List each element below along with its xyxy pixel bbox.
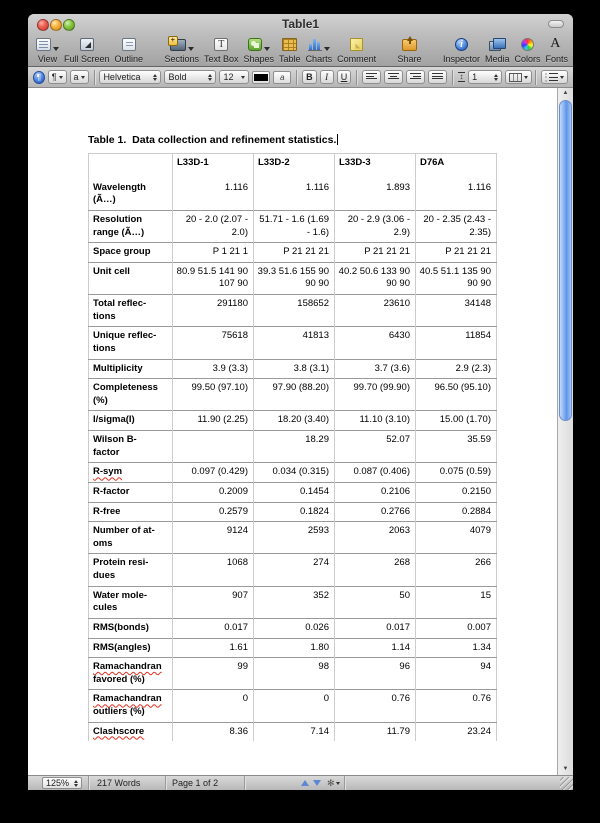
table-cell[interactable]: 1.893 xyxy=(335,179,416,211)
bold-button[interactable]: B xyxy=(302,70,317,84)
toolbar-button-view[interactable] xyxy=(36,36,59,64)
table-icon xyxy=(282,38,297,51)
chevron-down-icon xyxy=(241,76,245,79)
row-label-cell[interactable]: Unit cell xyxy=(89,262,173,294)
table-header xyxy=(89,154,497,179)
table-cell[interactable]: 0.1824 xyxy=(254,502,335,522)
row-label-cell[interactable]: R-free xyxy=(89,502,173,522)
window-chrome xyxy=(28,14,573,67)
table-cell[interactable] xyxy=(173,431,254,463)
table-cell[interactable]: 51.71 - 1.6 (1.69 - 1.6) xyxy=(254,210,335,242)
table-cell[interactable]: 11.90 (2.25) xyxy=(173,411,254,431)
row-label-cell[interactable]: Ramachandran favored (%) xyxy=(89,658,173,690)
table-cell[interactable]: P 21 21 21 xyxy=(335,243,416,263)
toolbar-button-full-screen[interactable] xyxy=(64,36,110,64)
table-cell[interactable]: 23610 xyxy=(335,295,416,327)
toolbar-label: Full Screen xyxy=(64,54,110,64)
table-cell[interactable]: 0.017 xyxy=(173,618,254,638)
table-cell[interactable]: 158652 xyxy=(254,295,335,327)
row-label-cell[interactable]: Water mole- cules xyxy=(89,586,173,618)
table-row xyxy=(89,638,497,658)
status-gear-menu[interactable] xyxy=(327,778,344,789)
table-cell[interactable]: 0.2884 xyxy=(416,502,497,522)
comment-icon xyxy=(350,38,363,51)
table-cell[interactable]: 99.70 (99.90) xyxy=(335,379,416,411)
table-cell[interactable]: 11854 xyxy=(416,327,497,359)
table-cell[interactable]: P 1 21 1 xyxy=(173,243,254,263)
table-cell[interactable]: 0.2106 xyxy=(335,482,416,502)
toolbar-label: View xyxy=(37,54,58,64)
align-left-icon xyxy=(366,73,377,81)
toolbar-label: Text Box xyxy=(204,54,239,64)
chevron-down-icon xyxy=(188,47,194,51)
align-right-button[interactable] xyxy=(406,70,425,84)
table-cell[interactable]: 7.14 xyxy=(254,722,335,741)
sections-icon xyxy=(170,39,186,51)
table-cell[interactable]: 99.50 (97.10) xyxy=(173,379,254,411)
toolbar-label: Inspector xyxy=(442,54,480,64)
toolbar-button-share[interactable] xyxy=(398,36,422,64)
table-cell[interactable]: 0.007 xyxy=(416,618,497,638)
table-cell[interactable]: 39.3 51.6 155 90 90 90 xyxy=(254,262,335,294)
stepper-icon xyxy=(208,74,212,81)
table-cell[interactable]: 15 xyxy=(416,586,497,618)
next-page-button[interactable] xyxy=(313,780,321,786)
page[interactable] xyxy=(28,88,557,775)
font-family-select[interactable]: Helvetica xyxy=(99,70,161,84)
misspelled-word: Clashscore xyxy=(93,725,145,737)
table-cell[interactable]: P 21 21 21 xyxy=(254,243,335,263)
table-cell[interactable]: 98 xyxy=(254,658,335,690)
chevron-down-icon xyxy=(324,47,330,51)
table-row xyxy=(89,379,497,411)
word-count: 217 Words xyxy=(97,778,141,788)
scroll-up-arrow[interactable]: ▲ xyxy=(562,90,569,96)
row-label-cell[interactable]: Wilson B- factor xyxy=(89,431,173,463)
table-cell[interactable]: 34148 xyxy=(416,295,497,327)
zoom-level: 125% xyxy=(46,777,70,788)
row-label-cell[interactable]: RMS(bonds) xyxy=(89,618,173,638)
table-cell[interactable]: 0 xyxy=(254,690,335,722)
table-row xyxy=(89,463,497,483)
table-cell[interactable]: 40.5 51.1 135 90 90 90 xyxy=(416,262,497,294)
table-row xyxy=(89,482,497,502)
italic-button[interactable]: I xyxy=(320,70,334,84)
table-cell[interactable]: 1.80 xyxy=(254,638,335,658)
row-label-cell[interactable]: Completeness (%) xyxy=(89,379,173,411)
table-row xyxy=(89,295,497,327)
toolbar-button-outline[interactable] xyxy=(115,36,144,64)
table-cell[interactable]: 18.20 (3.40) xyxy=(254,411,335,431)
row-label-cell[interactable]: I/sigma(I) xyxy=(89,411,173,431)
table-cell[interactable]: 0.087 (0.406) xyxy=(335,463,416,483)
row-label-cell[interactable]: Unique reflec- tions xyxy=(89,327,173,359)
underline-button[interactable]: U xyxy=(337,70,352,84)
table-cell[interactable]: 0.76 xyxy=(416,690,497,722)
table-cell[interactable]: 1.116 xyxy=(254,179,335,211)
table-cell[interactable]: 0.075 (0.59) xyxy=(416,463,497,483)
row-label-cell[interactable]: Ramachandran outliers (%) xyxy=(89,690,173,722)
table-cell[interactable]: 1.61 xyxy=(173,638,254,658)
table-cell[interactable]: 291180 xyxy=(173,295,254,327)
format-bar xyxy=(28,67,573,88)
table-cell[interactable]: 268 xyxy=(335,554,416,586)
table-cell[interactable]: 0.034 (0.315) xyxy=(254,463,335,483)
toolbar-button-inspector[interactable] xyxy=(443,36,480,64)
table-cell[interactable]: 11.10 (3.10) xyxy=(335,411,416,431)
table-cell[interactable]: 2593 xyxy=(254,522,335,554)
view-icon xyxy=(36,38,51,51)
column-header[interactable]: L33D-1 xyxy=(173,154,254,179)
toolbar-label: Comment xyxy=(337,54,377,64)
table-caption[interactable]: Table 1. Data collection and refinement statistics. xyxy=(88,134,337,146)
table-cell[interactable]: 0.2579 xyxy=(173,502,254,522)
table-row xyxy=(89,210,497,242)
window-title: Table1 xyxy=(281,17,320,31)
table-row xyxy=(89,522,497,554)
text-cursor xyxy=(337,134,338,145)
table-cell[interactable]: 41813 xyxy=(254,327,335,359)
charts-icon xyxy=(308,38,322,51)
font-size-select[interactable]: 12 xyxy=(219,70,249,84)
table-row xyxy=(89,658,497,690)
table-cell[interactable]: 40.2 50.6 133 90 90 90 xyxy=(335,262,416,294)
misspelled-word: R-sym xyxy=(93,466,123,478)
font-style-select[interactable]: Bold xyxy=(164,70,216,84)
gear-icon: ✻ xyxy=(327,777,335,788)
toolbar-label: Shapes xyxy=(243,54,275,64)
row-label-cell[interactable]: Space group xyxy=(89,243,173,263)
chevron-down-icon xyxy=(53,47,59,51)
align-justify-icon xyxy=(432,73,443,81)
table-row xyxy=(89,243,497,263)
table-cell[interactable]: 0.2766 xyxy=(335,502,416,522)
table-row xyxy=(89,554,497,586)
row-label-cell[interactable]: RMS(angles) xyxy=(89,638,173,658)
scroll-down-arrow[interactable]: ▼ xyxy=(562,766,569,772)
table-row xyxy=(89,359,497,379)
misspelled-word: Ramachandran xyxy=(93,693,162,705)
table-cell[interactable]: 94 xyxy=(416,658,497,690)
align-justify-button[interactable] xyxy=(428,70,447,84)
chevron-down-icon xyxy=(524,76,528,79)
columns-icon xyxy=(509,73,522,82)
row-label-cell[interactable] xyxy=(89,722,173,741)
table-cell[interactable]: 6430 xyxy=(335,327,416,359)
share-icon xyxy=(402,39,417,51)
stepper-icon xyxy=(153,74,157,81)
row-label-cell[interactable]: R-factor xyxy=(89,482,173,502)
table-cell[interactable]: 96.50 (95.10) xyxy=(416,379,497,411)
status-bar xyxy=(28,775,573,790)
corner-cell[interactable] xyxy=(89,154,173,179)
media-icon xyxy=(489,38,506,51)
header-row xyxy=(89,154,497,179)
table-cell[interactable]: 20 - 2.9 (3.06 - 2.9) xyxy=(335,210,416,242)
toolbar-label: Charts xyxy=(305,54,333,64)
table-cell[interactable]: 0 xyxy=(173,690,254,722)
column-header[interactable]: L33D-3 xyxy=(335,154,416,179)
table-cell[interactable]: 1.34 xyxy=(416,638,497,658)
table-cell[interactable]: 18.29 xyxy=(254,431,335,463)
character-style-dropdown[interactable]: a xyxy=(70,70,89,84)
align-right-icon xyxy=(410,73,421,81)
table-cell[interactable]: 80.9 51.5 141 90 107 90 xyxy=(173,262,254,294)
table-cell[interactable]: 907 xyxy=(173,586,254,618)
table-row xyxy=(89,179,497,211)
divider xyxy=(344,776,345,791)
table-cell[interactable]: 3.7 (3.6) xyxy=(335,359,416,379)
table-cell[interactable]: 75618 xyxy=(173,327,254,359)
chevron-down-icon xyxy=(264,47,270,51)
table-cell[interactable]: 1068 xyxy=(173,554,254,586)
table-body xyxy=(89,179,497,742)
pages-window xyxy=(28,14,573,790)
misspelled-word: Ramachandran xyxy=(93,661,162,673)
toolbar-button-fonts[interactable] xyxy=(546,36,569,64)
titlebar[interactable] xyxy=(28,14,573,35)
toolbar-label: Fonts xyxy=(545,54,569,64)
table-cell[interactable]: 0.1454 xyxy=(254,482,335,502)
toolbar xyxy=(28,35,573,67)
align-center-button[interactable] xyxy=(384,70,403,84)
chevron-down-icon xyxy=(59,76,63,79)
table-cell[interactable]: 35.59 xyxy=(416,431,497,463)
table-cell[interactable]: 97.90 (88.20) xyxy=(254,379,335,411)
stepper-icon xyxy=(494,74,498,81)
table-row xyxy=(89,690,497,722)
chevron-down-icon xyxy=(560,76,564,79)
row-label-cell[interactable]: Protein resi- dues xyxy=(89,554,173,586)
toolbar-label: Share xyxy=(397,54,422,64)
row-label-cell[interactable]: Number of at- oms xyxy=(89,522,173,554)
table-cell[interactable]: 2.9 (2.3) xyxy=(416,359,497,379)
toolbar-button-charts[interactable] xyxy=(306,36,333,64)
toolbar-button-text-box[interactable] xyxy=(204,36,239,64)
table-row xyxy=(89,618,497,638)
toolbar-button-comment[interactable] xyxy=(337,36,376,64)
table-cell[interactable]: 0.017 xyxy=(335,618,416,638)
table-cell[interactable]: 23.24 xyxy=(416,722,497,741)
table-cell[interactable]: P 21 21 21 xyxy=(416,243,497,263)
toolbar-button-table[interactable] xyxy=(279,36,301,64)
line-spacing-select[interactable]: 1 xyxy=(468,70,502,84)
table-cell[interactable]: 0.026 xyxy=(254,618,335,638)
table-cell[interactable]: 50 xyxy=(335,586,416,618)
toolbar-label: Colors xyxy=(514,54,541,64)
table-row xyxy=(89,502,497,522)
paragraph-style-dropdown[interactable]: ¶ xyxy=(48,70,67,84)
divider xyxy=(452,70,453,85)
table-cell[interactable]: 96 xyxy=(335,658,416,690)
row-label-cell[interactable]: Total reflec- tions xyxy=(89,295,173,327)
table-cell[interactable]: 2063 xyxy=(335,522,416,554)
column-header[interactable]: D76A xyxy=(416,154,497,179)
table-cell[interactable]: 1.116 xyxy=(173,179,254,211)
toolbar-label: Media xyxy=(484,54,510,64)
row-label-cell[interactable] xyxy=(89,463,173,483)
table-cell[interactable]: 1.14 xyxy=(335,638,416,658)
table-cell[interactable]: 0.2150 xyxy=(416,482,497,502)
row-label-cell[interactable]: Resolution range (Ã…) xyxy=(89,210,173,242)
toolbar-button-sections[interactable] xyxy=(164,36,199,64)
toolbar-button-colors[interactable] xyxy=(514,36,540,64)
table-cell[interactable]: 1.116 xyxy=(416,179,497,211)
table-cell[interactable]: 15.00 (1.70) xyxy=(416,411,497,431)
toolbar-toggle-button[interactable] xyxy=(548,20,564,28)
divider xyxy=(296,70,297,85)
table-cell[interactable]: 0.097 (0.429) xyxy=(173,463,254,483)
columns-button[interactable] xyxy=(505,70,532,84)
table-cell[interactable]: 20 - 2.0 (2.07 - 2.0) xyxy=(173,210,254,242)
paragraph-icon[interactable]: ¶ xyxy=(33,71,45,84)
scrollbar-thumb[interactable] xyxy=(559,100,572,421)
align-center-icon xyxy=(388,73,399,81)
row-label-cell[interactable]: Wavelength (Ã…) xyxy=(93,181,146,206)
toolbar-button-shapes[interactable] xyxy=(244,36,275,64)
shapes-icon xyxy=(248,38,262,51)
document-body xyxy=(88,134,498,741)
text-color-well[interactable] xyxy=(252,71,270,84)
toolbar-label: Sections xyxy=(164,54,199,64)
colors-icon xyxy=(521,38,534,51)
divider xyxy=(535,70,536,85)
zoom-control[interactable] xyxy=(28,777,88,789)
table-cell[interactable]: 352 xyxy=(254,586,335,618)
table-row xyxy=(89,431,497,463)
table-cell[interactable]: 266 xyxy=(416,554,497,586)
table-cell[interactable]: 4079 xyxy=(416,522,497,554)
toolbar-button-media[interactable] xyxy=(485,36,510,64)
table-cell[interactable]: 20 - 2.35 (2.43 - 2.35) xyxy=(416,210,497,242)
stepper-icon xyxy=(74,780,78,787)
list-style-button[interactable] xyxy=(541,70,568,84)
table-cell[interactable]: 9124 xyxy=(173,522,254,554)
table-cell[interactable]: 0.2009 xyxy=(173,482,254,502)
table-cell[interactable]: 11.79 xyxy=(335,722,416,741)
list-icon xyxy=(545,73,558,82)
textbox-icon xyxy=(214,38,228,51)
table-cell[interactable]: 8.36 xyxy=(173,722,254,741)
fullscreen-icon xyxy=(80,38,94,51)
table-row xyxy=(89,722,497,741)
toolbar-label: Outline xyxy=(114,54,144,64)
chevron-down-icon xyxy=(336,782,340,785)
chevron-down-icon xyxy=(81,76,85,79)
color-swatch xyxy=(254,74,268,81)
toolbar-label: Table xyxy=(279,54,301,64)
table-row xyxy=(89,262,497,294)
table-row xyxy=(89,327,497,359)
table-cell[interactable]: 3.9 (3.3) xyxy=(173,359,254,379)
fonts-icon xyxy=(550,38,563,52)
divider xyxy=(94,70,95,85)
page-indicator: Page 1 of 2 xyxy=(172,778,219,788)
outline-icon xyxy=(122,38,136,51)
table-cell[interactable]: 274 xyxy=(254,554,335,586)
previous-page-button[interactable] xyxy=(301,780,309,786)
divider xyxy=(356,70,357,85)
line-spacing-icon: ↕ xyxy=(459,72,464,81)
vertical-scrollbar[interactable] xyxy=(557,88,573,775)
highlight-color-well[interactable]: a xyxy=(273,71,291,84)
table-cell[interactable]: 0.76 xyxy=(335,690,416,722)
stats-table xyxy=(88,153,497,741)
row-label-cell[interactable]: Multiplicity xyxy=(89,359,173,379)
inspector-icon xyxy=(455,38,468,51)
table-cell[interactable]: 99 xyxy=(173,658,254,690)
column-header[interactable]: L33D-2 xyxy=(254,154,335,179)
table-row xyxy=(89,411,497,431)
table-cell[interactable]: 52.07 xyxy=(335,431,416,463)
document-area xyxy=(28,88,573,775)
resize-grip[interactable] xyxy=(560,777,573,790)
table-row xyxy=(89,586,497,618)
align-left-button[interactable] xyxy=(362,70,381,84)
table-cell[interactable]: 3.8 (3.1) xyxy=(254,359,335,379)
